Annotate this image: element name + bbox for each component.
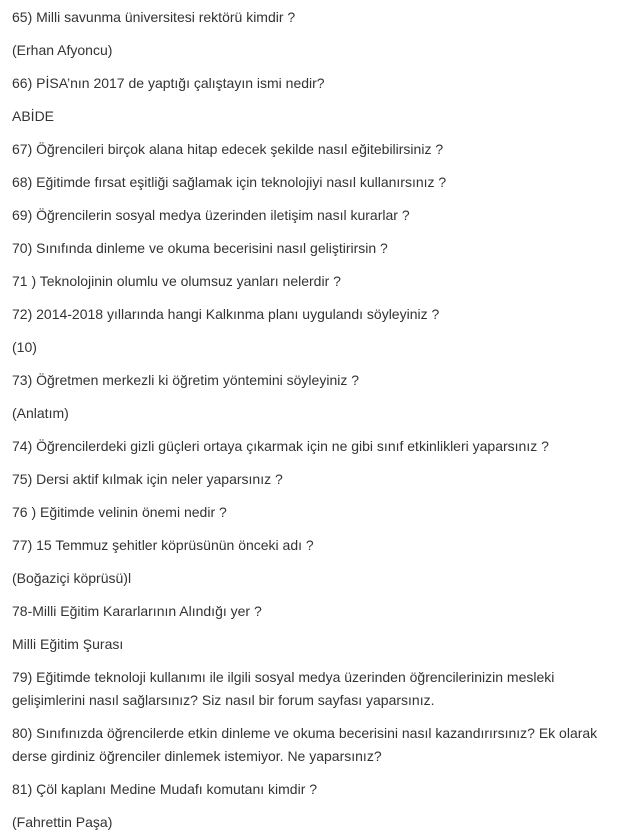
question-68: 68) Eğitimde fırsat eşitliği sağlamak için teknolojiyi nasıl kullanırsınız ? bbox=[12, 174, 447, 190]
question-81: 81) Çöl kaplanı Medine Mudafı komutanı kimdir ? bbox=[12, 781, 318, 797]
question-71: 71 ) Teknolojinin olumlu ve olumsuz yanları nelerdir ? bbox=[12, 273, 341, 289]
question-66: 66) PİSA’nın 2017 de yaptığı çalıştayın ismi nedir? bbox=[12, 75, 325, 91]
answer-66: ABİDE bbox=[12, 108, 55, 124]
answer-77: (Boğaziçi köprüsü)l bbox=[12, 570, 132, 586]
question-73: 73) Öğretmen merkezli ki öğretim yöntemini söyleyiniz ? bbox=[12, 372, 360, 388]
question-65: 65) Milli savunma üniversitesi rektörü kimdir ? bbox=[12, 9, 296, 25]
question-77: 77) 15 Temmuz şehitler köprüsünün önceki adı ? bbox=[12, 537, 314, 553]
answer-73: (Anlatım) bbox=[12, 405, 69, 421]
answer-65: (Erhan Afyoncu) bbox=[12, 42, 113, 58]
answer-72: (10) bbox=[12, 339, 37, 355]
question-69: 69) Öğrencilerin sosyal medya üzerinden iletişim nasıl kurarlar ? bbox=[12, 207, 410, 223]
answer-81: (Fahrettin Paşa) bbox=[12, 814, 113, 830]
question-72: 72) 2014-2018 yıllarında hangi Kalkınma planı uygulandı söyleyiniz ? bbox=[12, 306, 440, 322]
question-70: 70) Sınıfında dinleme ve okuma becerisini nasıl geliştirirsin ? bbox=[12, 240, 388, 256]
question-79: 79) Eğitimde teknoloji kullanımı ile ilgili sosyal medya üzerinden öğrencilerinizin mesleki gelişimlerini nasıl sağlarsınız? Siz nasıl bir forum sayfası yaparsınız. bbox=[12, 669, 555, 708]
question-80: 80) Sınıfınızda öğrencilerde etkin dinleme ve okuma becerisini nasıl kazandırırsınız? Ek olarak derse girdiniz öğrenciler dinlemek istemiyor. Ne yaparsınız? bbox=[12, 725, 598, 764]
question-67: 67) Öğrencileri birçok alana hitap edecek şekilde nasıl eğitebilirsiniz ? bbox=[12, 141, 444, 157]
question-76: 76 ) Eğitimde velinin önemi nedir ? bbox=[12, 504, 227, 520]
question-78: 78-Milli Eğitim Kararlarının Alındığı yer ? bbox=[12, 603, 262, 619]
answer-78: Milli Eğitim Şurası bbox=[12, 636, 124, 652]
question-75: 75) Dersi aktif kılmak için neler yaparsınız ? bbox=[12, 471, 283, 487]
question-74: 74) Öğrencilerdeki gizli güçleri ortaya çıkarmak için ne gibi sınıf etkinlikleri yaparsınız ? bbox=[12, 438, 549, 454]
